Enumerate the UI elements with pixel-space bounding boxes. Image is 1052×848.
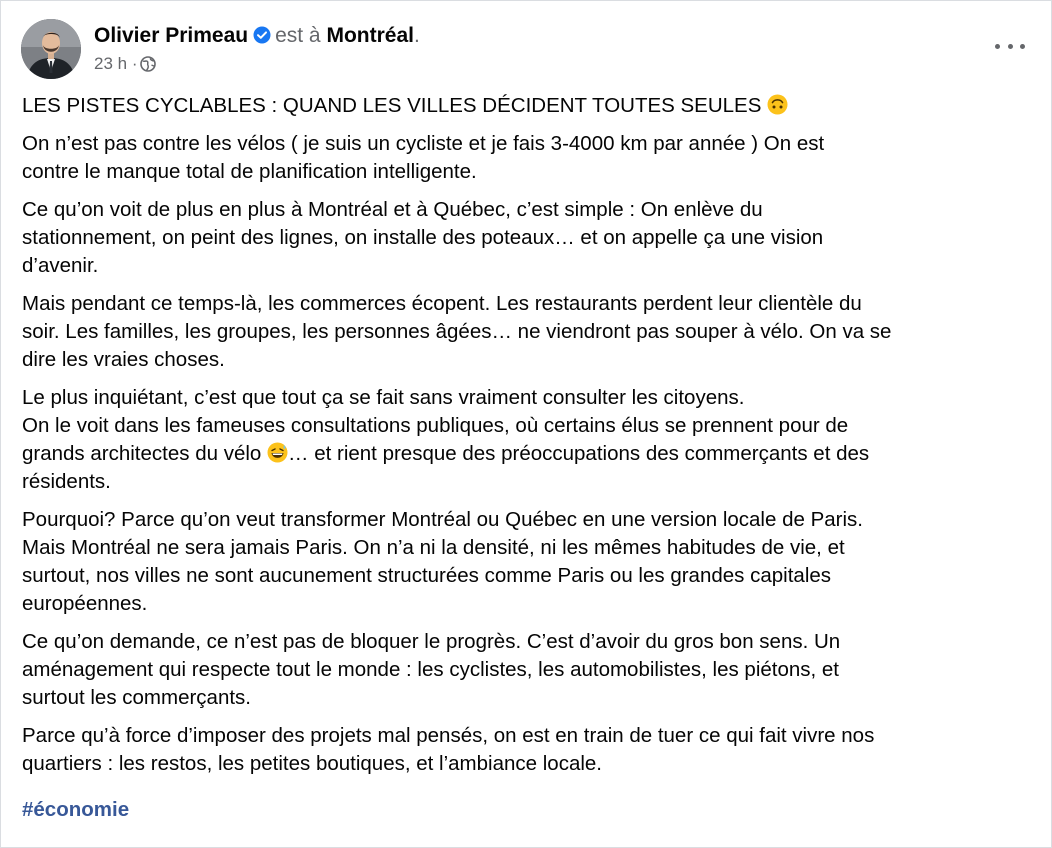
- more-dot: [1020, 44, 1025, 49]
- p5-line-1: Pourquoi? Parce qu’on veut transformer Montréal ou Québec en une version locale de Paris.: [22, 508, 863, 531]
- avatar[interactable]: [21, 19, 81, 79]
- p2-line-2: stationnement, on peint des lignes, on installe des poteaux… et on appelle ça une vision: [22, 226, 824, 249]
- grinning-sweat-emoji: [267, 442, 288, 463]
- p6-line-2: aménagement qui respecte tout le monde : les cyclistes, les automobilistes, les piétons, et: [22, 658, 840, 681]
- meta-separator: ·: [131, 54, 138, 73]
- p3-line-1: Mais pendant ce temps-là, les commerces écopent. Les restaurants perdent leur clientèle du: [22, 292, 862, 315]
- p5-line-3: surtout, nos villes ne sont aucunement structurées comme Paris ou les grandes capitales: [22, 564, 832, 587]
- post-title: LES PISTES CYCLABLES : QUAND LES VILLES DÉCIDENT TOUTES SEULES: [22, 94, 762, 117]
- p7-line-1: Parce qu’à force d’imposer des projets mal pensés, on est en train de tuer ce qui fait vivre nos: [22, 724, 875, 747]
- globe-icon: [140, 56, 156, 72]
- post-meta: [94, 53, 156, 75]
- p4-line-3b: … et rient presque des préoccupations des commerçants et des: [288, 442, 870, 465]
- p5-line-2: Mais Montréal ne sera jamais Paris. On n’a ni la densité, ni les mêmes habitudes de vie, et: [22, 536, 845, 559]
- location-suffix: .: [413, 24, 420, 47]
- hashtag-link[interactable]: #économie: [22, 798, 130, 821]
- paragraph-1: [22, 130, 1042, 186]
- paragraph-5: [22, 506, 1042, 618]
- p4-line-1: Le plus inquiétant, c’est que tout ça se fait sans vraiment consulter les citoyens.: [22, 386, 745, 409]
- p2-line-3: d’avenir.: [22, 254, 99, 277]
- post-timestamp[interactable]: 23 h: [94, 54, 128, 73]
- upside-down-face-emoji: [767, 94, 788, 115]
- p3-line-3: dire les vraies choses.: [22, 348, 225, 371]
- more-dot: [995, 44, 1000, 49]
- post-header: [21, 19, 1051, 81]
- p4-line-4: résidents.: [22, 470, 111, 493]
- paragraph-2: [22, 196, 1042, 280]
- paragraph-4: [22, 384, 1042, 496]
- p5-line-4: européennes.: [22, 592, 148, 615]
- p3-line-2: soir. Les familles, les groupes, les personnes âgées… ne viendront pas souper à vélo. On va se: [22, 320, 892, 343]
- author-name[interactable]: Olivier Primeau: [94, 24, 249, 47]
- p1-line-1: On n’est pas contre les vélos ( je suis un cycliste et je fais 3-4000 km par année ) On est: [22, 132, 825, 155]
- p2-line-1: Ce qu’on voit de plus en plus à Montréal et à Québec, c’est simple : On enlève du: [22, 198, 763, 221]
- p7-line-2: quartiers : les restos, les petites boutiques, et l’ambiance locale.: [22, 752, 602, 775]
- post-body: [22, 92, 1042, 824]
- paragraph-6: [22, 628, 1042, 712]
- p6-line-3: surtout les commerçants.: [22, 686, 251, 709]
- p4-line-3a: grands architectes du vélo: [22, 442, 262, 465]
- location-link[interactable]: Montréal: [326, 24, 414, 47]
- p1-line-2: contre le manque total de planification intelligente.: [22, 160, 477, 183]
- more-dot: [1008, 44, 1013, 49]
- paragraph-7: [22, 722, 1042, 778]
- author-line: [94, 23, 420, 49]
- paragraph-3: [22, 290, 1042, 374]
- verified-badge-icon: [253, 25, 271, 43]
- p4-line-2: On le voit dans les fameuses consultations publiques, où certains élus se prennent pour de: [22, 414, 849, 437]
- p6-line-1: Ce qu’on demande, ce n’est pas de bloquer le progrès. C’est d’avoir du gros bon sens. Un: [22, 630, 841, 653]
- more-options-icon[interactable]: [995, 39, 1025, 53]
- location-prefix: est à: [275, 24, 321, 47]
- post-title-paragraph: [22, 92, 1042, 120]
